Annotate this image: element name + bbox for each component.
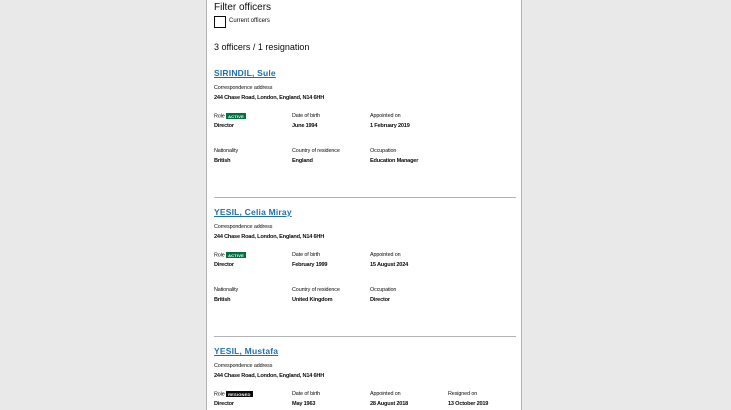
correspondence-address-value: 244 Chase Road, London, England, N14 6HH xyxy=(214,373,325,379)
country-of-residence-value: United Kingdom xyxy=(292,297,333,303)
appointed-on-label: Appointed on xyxy=(370,252,401,258)
date-of-birth-value: May 1963 xyxy=(292,401,316,407)
correspondence-address-label: Correspondence address xyxy=(214,363,273,369)
date-of-birth-value: June 1994 xyxy=(292,123,318,129)
status-badge: RESIGNED xyxy=(228,391,251,397)
resigned-on-value: 13 October 2019 xyxy=(448,401,489,407)
date-of-birth-label: Date of birth xyxy=(292,391,321,397)
role-label xyxy=(214,113,246,119)
nationality-value: British xyxy=(214,158,231,164)
current-officers-label[interactable]: Current officers xyxy=(229,18,270,24)
date-of-birth-label: Date of birth xyxy=(292,113,321,119)
occupation-label: Occupation xyxy=(370,148,397,154)
nationality-label: Nationality xyxy=(214,287,239,293)
role-value: Director xyxy=(214,262,234,268)
status-badge: ACTIVE xyxy=(228,252,244,258)
country-of-residence-label: Country of residence xyxy=(292,287,340,293)
occupation-value: Education Manager xyxy=(370,158,419,164)
officers-summary: 3 officers / 1 resignation xyxy=(214,42,310,52)
role-label-text: Role xyxy=(214,391,225,398)
nationality-label: Nationality xyxy=(214,148,239,154)
correspondence-address-label: Correspondence address xyxy=(214,85,273,91)
nationality-value: British xyxy=(214,297,231,303)
country-of-residence-label: Country of residence xyxy=(292,148,340,154)
divider xyxy=(214,197,516,198)
role-label xyxy=(214,391,253,397)
correspondence-address-value: 244 Chase Road, London, England, N14 6HH xyxy=(214,95,325,101)
appointed-on-value: 15 August 2024 xyxy=(370,262,409,268)
current-officers-checkbox[interactable] xyxy=(214,16,226,28)
correspondence-address-value: 244 Chase Road, London, England, N14 6HH xyxy=(214,234,325,240)
role-value: Director xyxy=(214,401,234,407)
date-of-birth-label: Date of birth xyxy=(292,252,321,258)
appointed-on-label: Appointed on xyxy=(370,113,401,119)
appointed-on-value: 1 February 2019 xyxy=(370,123,410,129)
officer-name-link[interactable]: YESIL, Mustafa xyxy=(214,346,279,356)
occupation-value: Director xyxy=(370,297,390,303)
officers-panel xyxy=(206,0,522,410)
appointed-on-label: Appointed on xyxy=(370,391,401,397)
status-badge: ACTIVE xyxy=(228,113,244,119)
role-label xyxy=(214,252,246,258)
occupation-label: Occupation xyxy=(370,287,397,293)
divider xyxy=(214,336,516,337)
role-label-text: Role xyxy=(214,113,225,120)
filter-title: Filter officers xyxy=(214,2,272,13)
role-label-text: Role xyxy=(214,252,225,259)
appointed-on-value: 28 August 2018 xyxy=(370,401,409,407)
resigned-on-label: Resigned on xyxy=(448,391,478,397)
date-of-birth-value: February 1999 xyxy=(292,262,328,268)
correspondence-address-label: Correspondence address xyxy=(214,224,273,230)
officer-name-link[interactable]: SIRINDIL, Sule xyxy=(214,68,276,78)
role-value: Director xyxy=(214,123,234,129)
country-of-residence-value: England xyxy=(292,158,313,164)
officer-name-link[interactable]: YESIL, Celia Miray xyxy=(214,207,292,217)
